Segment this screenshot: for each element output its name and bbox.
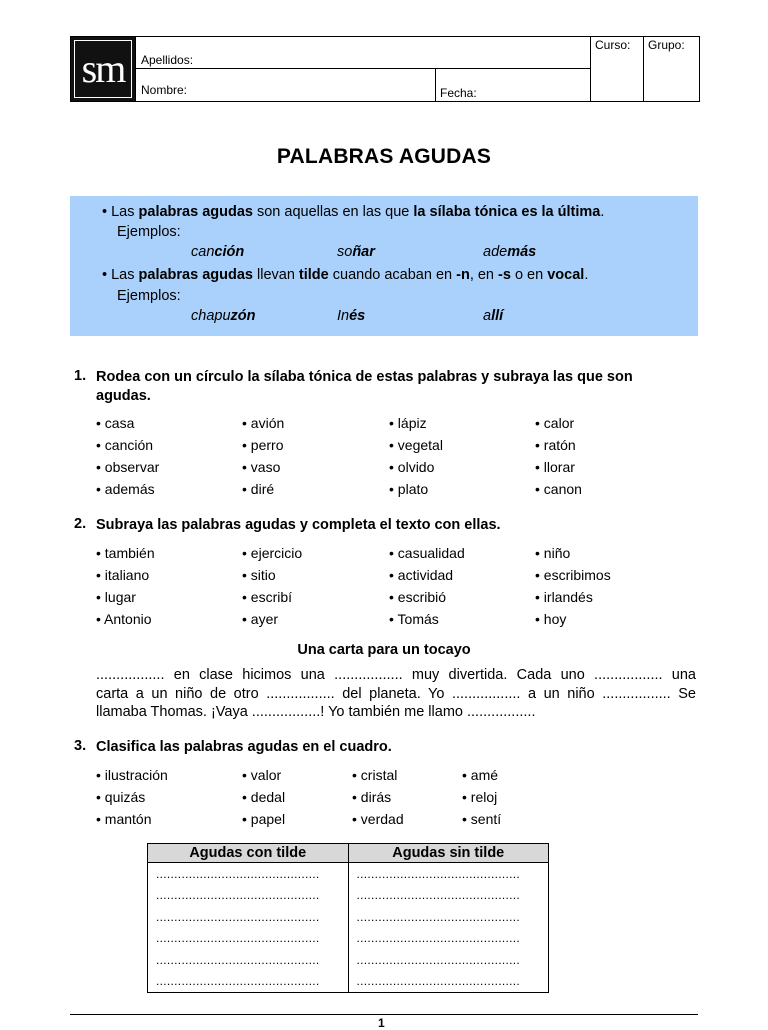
answer-blank[interactable]: ............................................. (348, 971, 549, 993)
word-item: • cristal (352, 767, 398, 783)
word-item: • verdad (352, 811, 404, 827)
word-item: • escribí (242, 589, 293, 605)
question-number: 2. (74, 516, 87, 532)
word-item: • amé (462, 767, 499, 783)
footer-rule (70, 1014, 698, 1015)
answer-blank[interactable]: ............................................. (148, 928, 349, 950)
divider (135, 37, 136, 101)
table-row (148, 949, 549, 971)
word-item: • escribimos (535, 567, 611, 583)
answer-blank[interactable]: ............................................. (148, 949, 349, 971)
rule-1 (102, 204, 604, 220)
header-con-tilde: Agudas con tilde (148, 844, 349, 863)
divider (590, 37, 591, 101)
word-item: • hoy (535, 611, 567, 627)
rule-bold: palabras agudas (138, 204, 253, 220)
examples-label: Ejemplos: (117, 224, 181, 240)
word-item: • ilustración (96, 767, 168, 783)
text-line: ................. en clase hicimos una ................. muy divertida. Cada uno ................. una (96, 667, 696, 683)
table-row (148, 863, 549, 885)
word-item: • vaso (242, 459, 281, 475)
question-number: 3. (74, 738, 87, 754)
word-item: • valor (242, 767, 282, 783)
fecha-label: Fecha: (440, 86, 477, 100)
word-item: • quizás (96, 789, 146, 805)
rule-2: • Las palabras agudas llevan tilde cuando acaban en -n, en -s o en vocal. (102, 267, 589, 283)
word-item: • casa (96, 415, 135, 431)
bullet: • (102, 204, 112, 220)
word-item: • calor (535, 415, 575, 431)
rule-text: Las (111, 204, 139, 220)
nombre-label: Nombre: (141, 83, 188, 97)
answer-blank[interactable]: ............................................. (348, 906, 549, 928)
word-item: • reloj (462, 789, 498, 805)
grupo-label: Grupo: (648, 38, 685, 52)
example-word: Inés (337, 308, 366, 324)
rule-text: son aquellas en las que (252, 204, 414, 220)
example-word: además (483, 244, 537, 260)
word-item: • vegetal (389, 437, 443, 453)
table-row (148, 928, 549, 950)
answer-blank[interactable]: ............................................. (148, 885, 349, 907)
word-item: • italiano (96, 567, 150, 583)
word-item: • mantón (96, 811, 152, 827)
word-item: • además (96, 481, 155, 497)
example-word: soñar (337, 244, 375, 260)
answer-blank[interactable]: ............................................. (348, 863, 549, 885)
header-sin-tilde: Agudas sin tilde (348, 844, 549, 863)
examples-label: Ejemplos: (117, 288, 181, 304)
example-word: allí (483, 308, 504, 324)
word-item: • olvido (389, 459, 435, 475)
word-item: • avión (242, 415, 285, 431)
word-item: • ejercicio (242, 545, 303, 561)
answer-blank[interactable]: ............................................. (348, 949, 549, 971)
text-line: carta a un niño de otro ................. del planeta. Yo ................. a un niño ................. Se (96, 685, 696, 702)
word-item: • casualidad (389, 545, 465, 561)
word-item: • dedal (242, 789, 286, 805)
word-item: • lápiz (389, 415, 427, 431)
answer-blank[interactable]: ............................................. (148, 971, 349, 993)
word-item: • irlandés (535, 589, 593, 605)
word-item: • canon (535, 481, 582, 497)
page-number: 1 (378, 1016, 385, 1030)
word-item: • sitio (242, 567, 276, 583)
bullet: • (102, 267, 112, 283)
word-item: • Antonio (96, 611, 152, 627)
word-item: • sentí (462, 811, 502, 827)
answer-blank[interactable]: ............................................. (148, 906, 349, 928)
logo-text: sm (74, 40, 132, 98)
word-item: • también (96, 545, 155, 561)
apellidos-label: Apellidos: (141, 53, 194, 67)
word-item: • observar (96, 459, 160, 475)
table-row (148, 906, 549, 928)
example-word: canción (191, 244, 245, 260)
word-item: • diré (242, 481, 275, 497)
divider (435, 68, 436, 101)
word-item: • ratón (535, 437, 576, 453)
word-item: • actividad (389, 567, 454, 583)
question-text: Subraya las palabras agudas y completa el texto con ellas. (96, 517, 501, 533)
answer-blank[interactable]: ............................................. (348, 885, 549, 907)
question-text: Clasifica las palabras agudas en el cuadro. (96, 739, 392, 755)
word-item: • escribió (389, 589, 447, 605)
divider (643, 37, 644, 101)
word-item: • plato (389, 481, 429, 497)
table-row (148, 971, 549, 993)
fill-in-text (96, 666, 696, 722)
example-word: chapuzón (191, 308, 256, 324)
word-item: • niño (535, 545, 571, 561)
divider (135, 68, 590, 69)
word-item: • dirás (352, 789, 392, 805)
word-item: • lugar (96, 589, 136, 605)
page-title: PALABRAS AGUDAS (276, 145, 492, 168)
rule-box (70, 196, 698, 336)
text-line: llamaba Thomas. ¡Vaya .................! Yo también me llamo ................. (96, 704, 536, 720)
student-header (70, 36, 700, 102)
word-item: • canción (96, 437, 154, 453)
answer-blank[interactable]: ............................................. (148, 863, 349, 885)
answer-blank[interactable]: ............................................. (348, 928, 549, 950)
table-row (148, 885, 549, 907)
question-number: 1. (74, 368, 87, 384)
word-item: • papel (242, 811, 286, 827)
rule-text: . (600, 204, 605, 220)
word-item: • llorar (535, 459, 575, 475)
word-item: • perro (242, 437, 284, 453)
table-header-row (148, 844, 549, 863)
curso-label: Curso: (595, 38, 631, 52)
word-item: • Tomás (389, 611, 439, 627)
question-text: Rodea con un círculo la sílaba tónica de estas palabras y subraya las que son agudas. (96, 369, 633, 404)
classification-table (147, 843, 549, 993)
sm-logo (71, 37, 135, 101)
rule-bold: la sílaba tónica es la última (413, 204, 601, 220)
word-item: • ayer (242, 611, 279, 627)
letter-subtitle: Una carta para un tocayo (297, 642, 471, 658)
